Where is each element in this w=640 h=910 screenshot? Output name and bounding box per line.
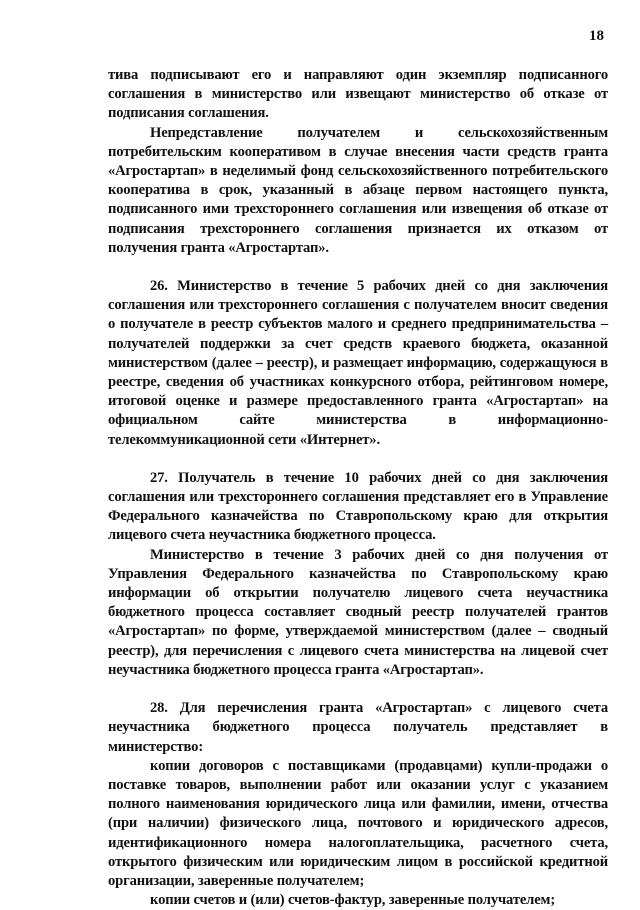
paragraph-clause-26: 26. Министерство в течение 5 рабочих дней со дня заключения соглашения или трехстороннего соглашения с получателем вносит сведения о получателе в реестр субъектов малого и среднего предпринимательства – получателей поддержки за счет средств краевого бюджета, оказанной министерством (далее – реестр), и размещает информацию, содержащуюся в реестре, сведения об участниках конкурсного отбора, рейтинговом номере, итоговой оценке и размере предоставленного гранта «Агростартап» на официальном сайте министерства в информационно-телекоммуникационной сети «Интернет». bbox=[108, 278, 608, 448]
document-body bbox=[108, 66, 608, 910]
paragraph-continuation: тива подписывают его и направляют один экземпляр подписанного соглашения в министерство или извещают министерство об отказе от подписания соглашения. bbox=[108, 67, 608, 122]
paragraph-contract-copies: копии договоров с поставщиками (продавцами) купли-продажи о поставке товаров, выполнении работ или оказании услуг с указанием полного наименования юридического лица или фамилии, имени, отчества (при наличии) физического лица, почтового и юридического адресов, идентификационного номера налогоплательщика, расчетного счета, открытого физическим или юридическим лицом в российской кредитной организации, заверенные получателем; bbox=[108, 757, 608, 889]
paragraph-non-submission: Непредставление получателем и сельскохозяйственным потребительским кооперативом в случае внесения части средств гранта «Агростартап» в неделимый фонд сельскохозяйственного потребительского кооператива в срок, указанный в абзаце первом настоящего пункта, подписанного ими трехстороннего соглашения или извещения об отказе от подписания трехстороннего соглашения признается их отказом от получения гранта «Агростартап». bbox=[108, 124, 608, 256]
paragraph-clause-28: 28. Для перечисления гранта «Агростартап» с лицевого счета неучастника бюджетного процесса получатель представляет в министерство: bbox=[108, 700, 608, 755]
paragraph-clause-27: 27. Получатель в течение 10 рабочих дней со дня заключения соглашения или трехстороннего соглашения представляет его в Управление Федерального казначейства по Ставропольскому краю для открытия лицевого счета неучастника бюджетного процесса. bbox=[108, 469, 608, 544]
page-number: 18 bbox=[589, 28, 604, 44]
paragraph-invoice-copies: копии счетов и (или) счетов-фактур, заверенные получателем; bbox=[150, 892, 556, 909]
paragraph-clause-27-registry: Министерство в течение 3 рабочих дней со дня получения от Управления Федерального казначейства по Ставропольскому краю информации об открытии получателю лицевого счета неучастника бюджетного процесса составляет сводный реестр получателей грантов «Агростартап» по форме, утверждаемой министерством (далее – сводный реестр), для перечисления с лицевого счета министерства на лицевой счет неучастника бюджетного процесса гранта «Агростартап». bbox=[108, 546, 608, 678]
